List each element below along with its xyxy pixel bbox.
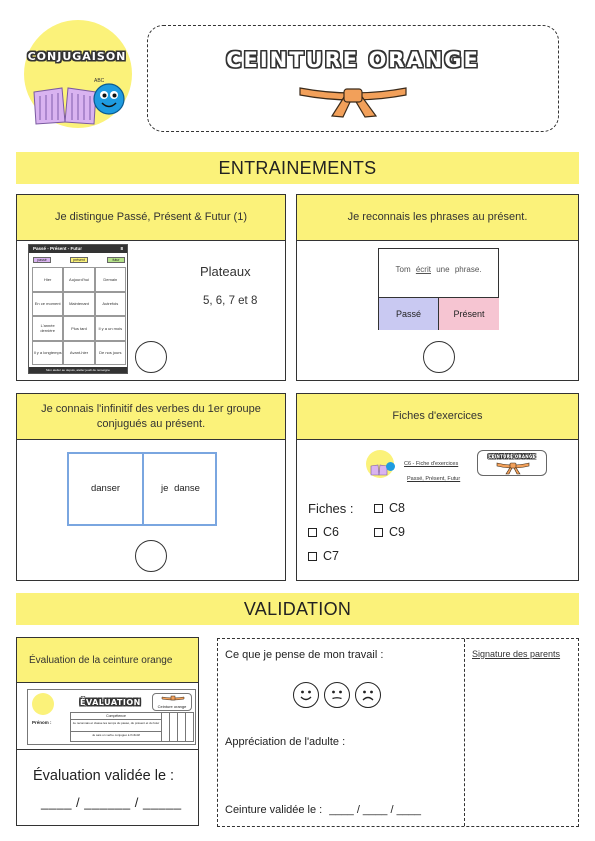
sad-face-icon[interactable] <box>355 682 381 708</box>
plateau-thumbnail <box>28 244 128 374</box>
parents-signature-label: Signature des parents <box>472 649 561 659</box>
validation-circle[interactable] <box>135 540 167 572</box>
card-title: Je reconnais les phrases au présent. <box>297 195 578 241</box>
title-panel <box>147 25 559 132</box>
fiche-code: C6 - Fiche d'exercices <box>404 461 459 467</box>
orange-belt-icon <box>496 461 530 475</box>
validation-circle[interactable] <box>423 341 455 373</box>
sentence-card <box>378 248 499 330</box>
fiche-badge: CEINTURE ORANGE <box>477 450 547 476</box>
self-label: Ce que je pense de mon travail : <box>225 649 384 661</box>
belt-date-blanks[interactable]: ____ / ____ / ____ <box>329 804 422 816</box>
validation-circle[interactable] <box>135 341 167 373</box>
domino-conjugated: je danse <box>161 483 200 494</box>
thumb-header: Passé - Présent - Futur 8 <box>29 245 127 253</box>
character-icon <box>386 462 395 471</box>
fiche-item-c8[interactable]: C8 <box>374 501 405 515</box>
thumb-tag-futur: futur <box>107 257 125 263</box>
neutral-face-icon[interactable] <box>324 682 350 708</box>
orange-belt-icon <box>298 82 408 120</box>
self-assessment-box <box>217 638 579 827</box>
card-title: Je connais l'infinitif des verbes du 1er groupe conjugués au présent. <box>17 394 285 440</box>
happy-face-icon[interactable] <box>293 682 319 708</box>
book-icon <box>32 84 98 126</box>
eval-validated-label: Évaluation validée le : <box>33 768 175 784</box>
sentence: Tom écrit une phrase. <box>395 265 482 274</box>
adult-label: Appréciation de l'adulte : <box>225 736 346 748</box>
section-banner-entrainements: ENTRAINEMENTS <box>16 152 579 184</box>
plateaux-numbers: 5, 6, 7 et 8 <box>203 295 258 307</box>
thumb-tag-passe: passé <box>33 257 51 263</box>
logo <box>14 18 136 130</box>
card-title: Je distingue Passé, Présent & Futur (1) <box>17 195 285 241</box>
fiche-item-c9[interactable]: C9 <box>374 525 405 539</box>
checkbox[interactable] <box>308 552 317 561</box>
fiches-label: Fiches : <box>308 501 354 516</box>
domino-infinitive: danser <box>90 483 121 494</box>
thumb-footer: Mon atelier au depuis, atelier jeudi de renseigne <box>29 367 127 373</box>
thumb-tag-present: présent <box>70 257 88 263</box>
eval-badge: Ceinture orange <box>152 693 192 711</box>
eval-logo-disc <box>32 693 54 715</box>
belt-validated-label: Ceinture validée le : ____ / ____ / ____ <box>225 804 422 816</box>
card-infinitif <box>16 393 286 581</box>
character-icon <box>92 82 126 116</box>
eval-date-blanks[interactable]: ____ / ______ / _____ <box>41 795 182 810</box>
option-present[interactable]: Présent <box>439 297 499 330</box>
orange-belt-icon <box>161 695 185 704</box>
card-passe-present-futur <box>16 194 286 381</box>
card-fiches <box>296 393 579 581</box>
page-title: CEINTURE ORANGE <box>226 48 480 72</box>
eval-name: Prénom : <box>32 720 52 725</box>
option-passe[interactable]: Passé <box>379 297 439 330</box>
checkbox[interactable] <box>374 504 383 513</box>
thumb-grid: Hier Aujourd'hui Demain En ce moment Maintenant Autrefois L'année dernière Plus tard Il y a un mois Il y a longtemps Avant-hier De nos jours <box>32 267 126 365</box>
fiche-item-c6[interactable]: C6 <box>308 525 339 539</box>
card-phrases-present <box>296 194 579 381</box>
fiche-subtitle: Passé, Présent, Futur <box>407 476 461 482</box>
domino <box>67 452 217 526</box>
card-evaluation <box>16 637 199 826</box>
plateaux-label: Plateaux <box>200 264 251 279</box>
parents-divider <box>464 639 465 826</box>
logo-abc: ABC <box>94 78 105 84</box>
checkbox[interactable] <box>374 528 383 537</box>
logo-label: CONJUGAISON <box>27 50 127 63</box>
fiche-item-c7[interactable]: C7 <box>308 549 339 563</box>
card-title: Fiches d'exercices <box>297 394 578 440</box>
evaluation-thumbnail: ÉVALUATION Ceinture orange Prénom : Compétence Je reconnais et classe les temps du passé, du présent et du futur Je sais un verbe conjugué à l'infinitif <box>27 689 196 745</box>
eval-table: Compétence Je reconnais et classe les temps du passé, du présent et du futur Je sais un verbe conjugué à l'infinitif <box>70 712 194 742</box>
eval-divider <box>17 749 198 750</box>
fiche-thumbnail <box>364 448 554 488</box>
checkbox[interactable] <box>308 528 317 537</box>
smiley-row <box>293 682 381 708</box>
section-banner-validation: VALIDATION <box>16 593 579 625</box>
card-title: Évaluation de la ceinture orange <box>17 638 198 683</box>
